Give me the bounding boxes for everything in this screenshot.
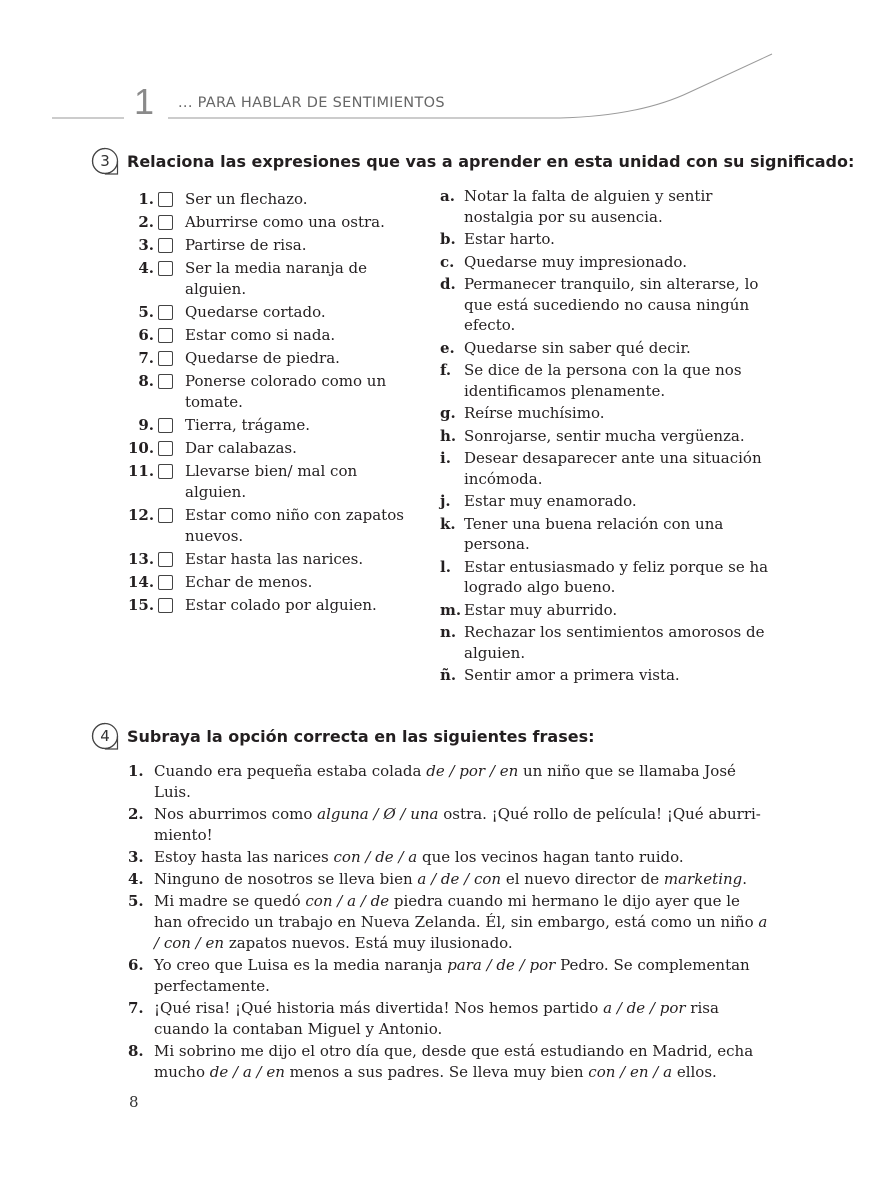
meanings-list <box>440 186 770 688</box>
meaning-text: Desear desaparecer ante una situación incómoda. <box>464 449 762 488</box>
meaning-item <box>440 622 770 663</box>
expression-text: Dar calabazas. <box>185 439 297 457</box>
item-letter: n. <box>440 623 457 641</box>
item-letter: e. <box>440 338 455 357</box>
sentence-fragment: menos a sus padres. Se lleva muy bien <box>284 1063 589 1081</box>
sentence-fragment: el nuevo director de <box>501 870 664 888</box>
item-number: 4. <box>128 870 144 888</box>
exercise-number-badge <box>91 722 119 750</box>
item-letter: h. <box>440 426 457 445</box>
expression-item <box>128 348 408 369</box>
meaning-text: Estar muy enamorado. <box>464 492 637 510</box>
expression-item <box>128 572 408 593</box>
meaning-item <box>440 600 770 621</box>
item-number: 3. <box>138 236 154 254</box>
item-number: 7. <box>138 349 154 367</box>
exercise-number: 3 <box>100 152 110 170</box>
item-number: 3. <box>128 848 144 866</box>
meaning-text: Sentir amor a primera vista. <box>464 666 680 684</box>
sentence-fragment: Ninguno de nosotros se lleva bien <box>154 870 418 888</box>
sentence-fragment: Mi sobrino me dijo el otro día que, desde que está estudiando en Madrid, echa mucho <box>154 1042 754 1081</box>
meaning-text: Estar entusiasmado y feliz porque se ha logrado algo bueno. <box>464 557 769 596</box>
expression-text: Estar como si nada. <box>185 326 336 344</box>
expressions-list <box>128 189 408 618</box>
item-number: 15. <box>128 596 155 614</box>
expression-text: Estar como niño con zapatos nuevos. <box>185 506 404 545</box>
item-number: 2. <box>128 805 144 823</box>
answer-options[interactable]: alguna / Ø / una <box>317 805 439 823</box>
item-number: 8. <box>138 372 154 390</box>
answer-checkbox[interactable] <box>158 464 173 479</box>
sentence-item <box>128 847 768 868</box>
expression-text: Ponerse colorado como un tomate. <box>185 372 387 411</box>
item-letter: m. <box>440 600 462 619</box>
meaning-item <box>440 274 770 336</box>
item-number: 2. <box>138 213 154 231</box>
meaning-text: Rechazar los sentimientos amorosos de alguien. <box>464 623 765 662</box>
sentence-fragment: zapatos nuevos. Está muy ilusionado. <box>224 934 513 952</box>
sentence-fragment: risa cuando la contaban Miguel y Antonio. <box>154 999 719 1038</box>
sentence-text <box>154 805 761 844</box>
meaning-item <box>440 448 770 489</box>
expression-text: Echar de menos. <box>185 573 313 591</box>
meaning-text: Se dice de la persona con la que nos identificamos plenamente. <box>464 361 742 400</box>
sentence-fragment: Mi madre se quedó <box>154 892 306 910</box>
expression-text: Ser un flechazo. <box>185 190 308 208</box>
exercise-3-header <box>91 147 854 175</box>
unit-number: 1 <box>134 81 155 122</box>
sentence-fragment: Yo creo que Luisa es la media naranja <box>154 956 448 974</box>
sentence-item <box>128 1041 768 1083</box>
answer-options[interactable]: de / a / en <box>209 1063 285 1081</box>
meaning-item <box>440 403 770 424</box>
item-letter: l. <box>440 557 451 576</box>
sentence-item <box>128 869 768 890</box>
meaning-item <box>440 514 770 555</box>
item-letter: i. <box>440 449 451 467</box>
item-number: 4. <box>138 259 154 277</box>
sentence-fragment: piedra cuando mi hermano le dijo ayer que le han ofrecido un trabajo en Nueva Zelanda. Él, sin embargo, está como un niño <box>154 892 759 931</box>
meaning-text: Quedarse muy impresionado. <box>464 252 687 271</box>
answer-checkbox[interactable] <box>158 215 173 230</box>
sentence-fragment: Cuando era pequeña estaba colada <box>154 762 427 780</box>
answer-checkbox[interactable] <box>158 328 173 343</box>
answer-checkbox[interactable] <box>158 192 173 207</box>
meaning-item <box>440 426 770 447</box>
sentence-item <box>128 998 768 1040</box>
answer-checkbox[interactable] <box>158 305 173 320</box>
answer-checkbox[interactable] <box>158 374 173 389</box>
sentence-fragment: que los vecinos hagan tanto ruido. <box>417 848 684 866</box>
answer-options[interactable]: para / de / por <box>447 956 556 974</box>
expression-item <box>128 258 408 300</box>
sentence-fragment: ¡Qué risa! ¡Qué historia más divertida! Nos hemos partido <box>154 999 604 1017</box>
meaning-item <box>440 186 770 227</box>
meaning-item <box>440 360 770 401</box>
expression-text: Quedarse cortado. <box>185 303 326 321</box>
expression-item <box>128 549 408 570</box>
item-letter: g. <box>440 404 456 422</box>
expression-text: Ser la media naranja de alguien. <box>185 259 368 298</box>
meaning-item <box>440 338 770 359</box>
sentence-fragment: ostra. ¡Qué rollo de película! ¡Qué aburri- miento! <box>154 805 761 844</box>
expression-item <box>128 189 408 210</box>
answer-checkbox[interactable] <box>158 552 173 567</box>
item-number: 5. <box>128 892 144 910</box>
answer-options[interactable]: con / de / a <box>333 848 418 866</box>
meaning-item <box>440 229 770 250</box>
meaning-item <box>440 665 770 686</box>
item-letter: c. <box>440 252 455 271</box>
sentence-fragment: Nos aburrimos como <box>154 805 318 823</box>
answer-options[interactable]: a / de / por <box>603 999 686 1017</box>
sentence-item <box>128 804 768 846</box>
page-number: 8 <box>129 1093 139 1111</box>
expression-item <box>128 235 408 256</box>
expression-item <box>128 505 408 547</box>
expression-item <box>128 415 408 436</box>
meaning-text: Reírse muchísimo. <box>464 404 605 422</box>
expression-text: Quedarse de piedra. <box>185 349 340 367</box>
sentence-text <box>154 892 767 952</box>
sentence-fragment: ellos. <box>672 1063 717 1081</box>
expression-item <box>128 371 408 413</box>
answer-checkbox[interactable] <box>158 418 173 433</box>
sentence-text <box>154 762 736 801</box>
expression-item <box>128 461 408 503</box>
meaning-text: Estar muy aburrido. <box>464 600 618 619</box>
expression-item <box>128 595 408 616</box>
sentence-item <box>128 761 768 803</box>
answer-checkbox[interactable] <box>158 351 173 366</box>
answer-options[interactable]: con / en / a <box>588 1063 673 1081</box>
expression-text: Tierra, trágame. <box>185 416 311 434</box>
exercise-number-badge <box>91 147 119 175</box>
unit-title: ... PARA HABLAR DE SENTIMIENTOS <box>178 95 445 111</box>
sentence-fragment: Pedro. Se complementan perfectamente. <box>154 956 750 995</box>
expression-text: Llevarse bien/ mal con alguien. <box>185 462 358 501</box>
item-number: 14. <box>128 573 155 591</box>
item-number: 7. <box>128 999 144 1017</box>
sentence-text <box>154 870 747 888</box>
expression-item <box>128 438 408 459</box>
item-number: 8. <box>128 1042 144 1060</box>
sentence-text <box>154 1042 753 1081</box>
item-letter: ñ. <box>440 666 457 684</box>
meaning-text: Notar la falta de alguien y sentir nostalgia por su ausencia. <box>464 187 713 226</box>
answer-options[interactable]: marketing <box>663 870 743 888</box>
answer-options[interactable]: a / de / con <box>417 870 502 888</box>
expression-text: Estar colado por alguien. <box>185 596 377 614</box>
meaning-text: Permanecer tranquilo, sin alterarse, lo que está sucediendo no causa ningún efecto. <box>464 275 759 334</box>
item-number: 5. <box>138 303 154 321</box>
item-letter: a. <box>440 187 455 205</box>
exercise-title: Subraya la opción correcta en las siguientes frases: <box>127 726 595 746</box>
item-number: 9. <box>138 416 154 434</box>
answer-checkbox[interactable] <box>158 261 173 276</box>
expression-item <box>128 302 408 323</box>
sentence-text <box>154 956 750 995</box>
meaning-item <box>440 491 770 512</box>
exercise-4-header <box>91 722 595 750</box>
answer-checkbox[interactable] <box>158 575 173 590</box>
exercise-number: 4 <box>100 727 110 745</box>
expression-item <box>128 212 408 233</box>
item-letter: b. <box>440 230 456 248</box>
sentence-item <box>128 955 768 997</box>
item-letter: j. <box>440 492 451 510</box>
expression-text: Partirse de risa. <box>185 236 307 254</box>
sentence-fragment: . <box>742 870 748 888</box>
sentences-list <box>128 761 768 1084</box>
item-number: 13. <box>128 550 155 568</box>
sentence-fragment: un niño que se llamaba José Luis. <box>154 762 736 801</box>
answer-options[interactable]: con / a / de <box>305 892 390 910</box>
item-number: 1. <box>138 190 154 208</box>
answer-checkbox[interactable] <box>158 441 173 456</box>
answer-checkbox[interactable] <box>158 598 173 613</box>
item-number: 11. <box>128 462 155 480</box>
exercise-title: Relaciona las expresiones que vas a aprender en esta unidad con su significado: <box>127 151 855 171</box>
item-number: 12. <box>128 506 155 524</box>
sentence-fragment: Estoy hasta las narices <box>154 848 334 866</box>
item-number: 10. <box>128 439 155 457</box>
item-number: 6. <box>138 326 154 344</box>
expression-text: Estar hasta las narices. <box>185 550 364 568</box>
meaning-text: Quedarse sin saber qué decir. <box>464 338 691 357</box>
expression-item <box>128 325 408 346</box>
answer-options[interactable]: de / por / en <box>426 762 519 780</box>
item-letter: d. <box>440 275 456 293</box>
meaning-text: Estar harto. <box>464 230 555 248</box>
item-number: 6. <box>128 956 144 974</box>
item-letter: k. <box>440 514 456 533</box>
item-number: 1. <box>128 762 144 780</box>
meaning-item <box>440 252 770 273</box>
answer-options[interactable]: a / con / en <box>154 913 768 952</box>
answer-checkbox[interactable] <box>158 238 173 253</box>
sentence-text <box>154 848 684 866</box>
sentence-item <box>128 891 768 954</box>
answer-checkbox[interactable] <box>158 508 173 523</box>
expression-text: Aburrirse como una ostra. <box>185 213 385 231</box>
meaning-text: Tener una buena relación con una persona. <box>464 514 724 553</box>
meaning-item <box>440 557 770 598</box>
meaning-text: Sonrojarse, sentir mucha vergüenza. <box>464 426 745 445</box>
item-letter: f. <box>440 361 452 379</box>
sentence-text <box>154 999 719 1038</box>
